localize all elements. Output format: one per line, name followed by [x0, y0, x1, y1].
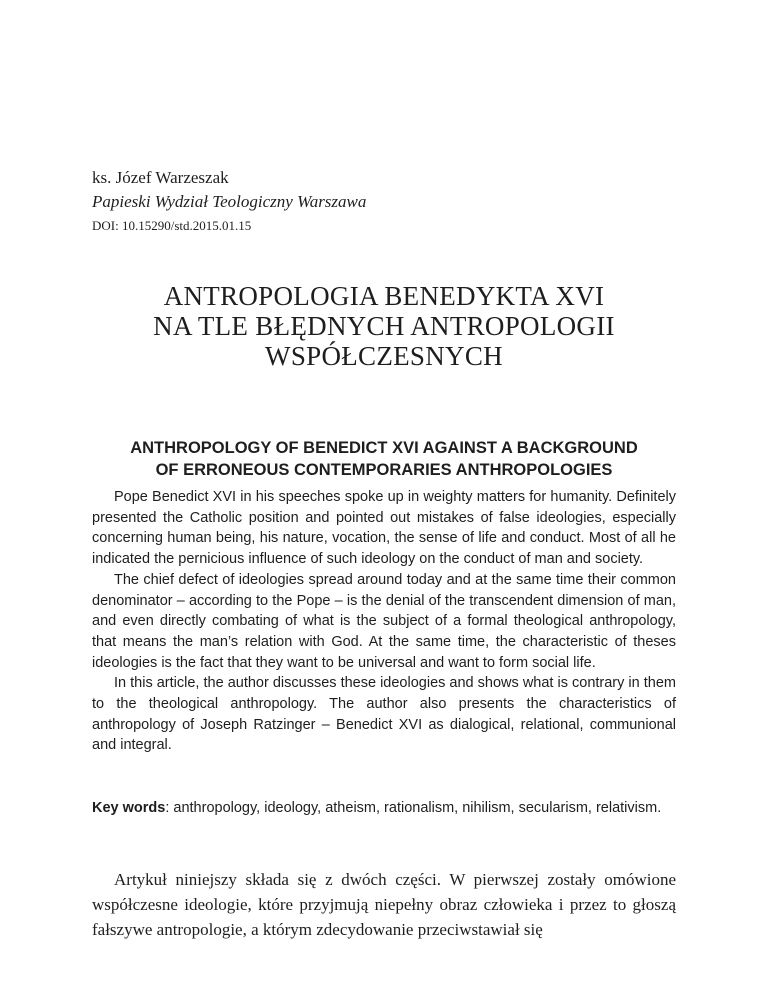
polish-title — [92, 281, 676, 371]
english-title-line: OF ERRONEOUS CONTEMPORARIES ANTHROPOLOGIES — [155, 461, 613, 479]
keywords-label: Key words — [92, 800, 166, 816]
author-name: ks. Józef Warzeszak — [92, 168, 229, 187]
keywords — [92, 798, 676, 819]
abstract-paragraph: In this article, the author discusses these ideologies and shows what is contrary in them to the theological anthropology. The author also presents the characteristics of anthropology of Joseph Ratzinger – Benedict XVI as dialogical, relational, communional and integral. — [92, 675, 676, 754]
body-paragraph: Artykuł niniejszy składa się z dwóch części. W pierwszej zostały omówione współczesne ideologie, które przyjmują niepełny obraz człowieka i przez to głoszą fałszywe antropologie, a którym zdecydowanie przeciwstawiał się — [92, 870, 676, 939]
keywords-list: : anthropology, ideology, atheism, rationalism, nihilism, secularism, relativism. — [165, 800, 662, 816]
english-title-line: ANTHROPOLOGY OF BENEDICT XVI AGAINST A BACKGROUND — [130, 439, 638, 457]
polish-title-line: WSPÓŁCZESNYCH — [265, 341, 503, 371]
polish-title-line: ANTROPOLOGIA BENEDYKTA XVI — [163, 281, 605, 311]
abstract — [92, 487, 676, 756]
author-affiliation: Papieski Wydział Teologiczny Warszawa — [92, 192, 367, 211]
english-title — [92, 437, 676, 481]
author-block — [92, 166, 692, 236]
doi-identifier: DOI: 10.15290/std.2015.01.15 — [92, 218, 252, 233]
polish-title-line: NA TLE BŁĘDNYCH ANTROPOLOGII — [153, 311, 615, 341]
abstract-paragraph: Pope Benedict XVI in his speeches spoke up in weighty matters for humanity. Definitely presented the Catholic position and pointed out mistakes of false ideologies, especially concerning human being, his nature, vocation, the sense of life and conduct. Most of all he indicated the pernicious influence of such ideology on the conduct of man and society. — [92, 489, 676, 568]
abstract-paragraph: The chief defect of ideologies spread around today and at the same time their common denominator – according to the Pope – is the denial of the transcendent dimension of man, and even directly combating of what is the subject of a formal theological anthropology, that means the man’s relation with God. At the same time, the characteristic of theses ideologies is the fact that they want to be universal and want to form social life. — [92, 571, 676, 671]
